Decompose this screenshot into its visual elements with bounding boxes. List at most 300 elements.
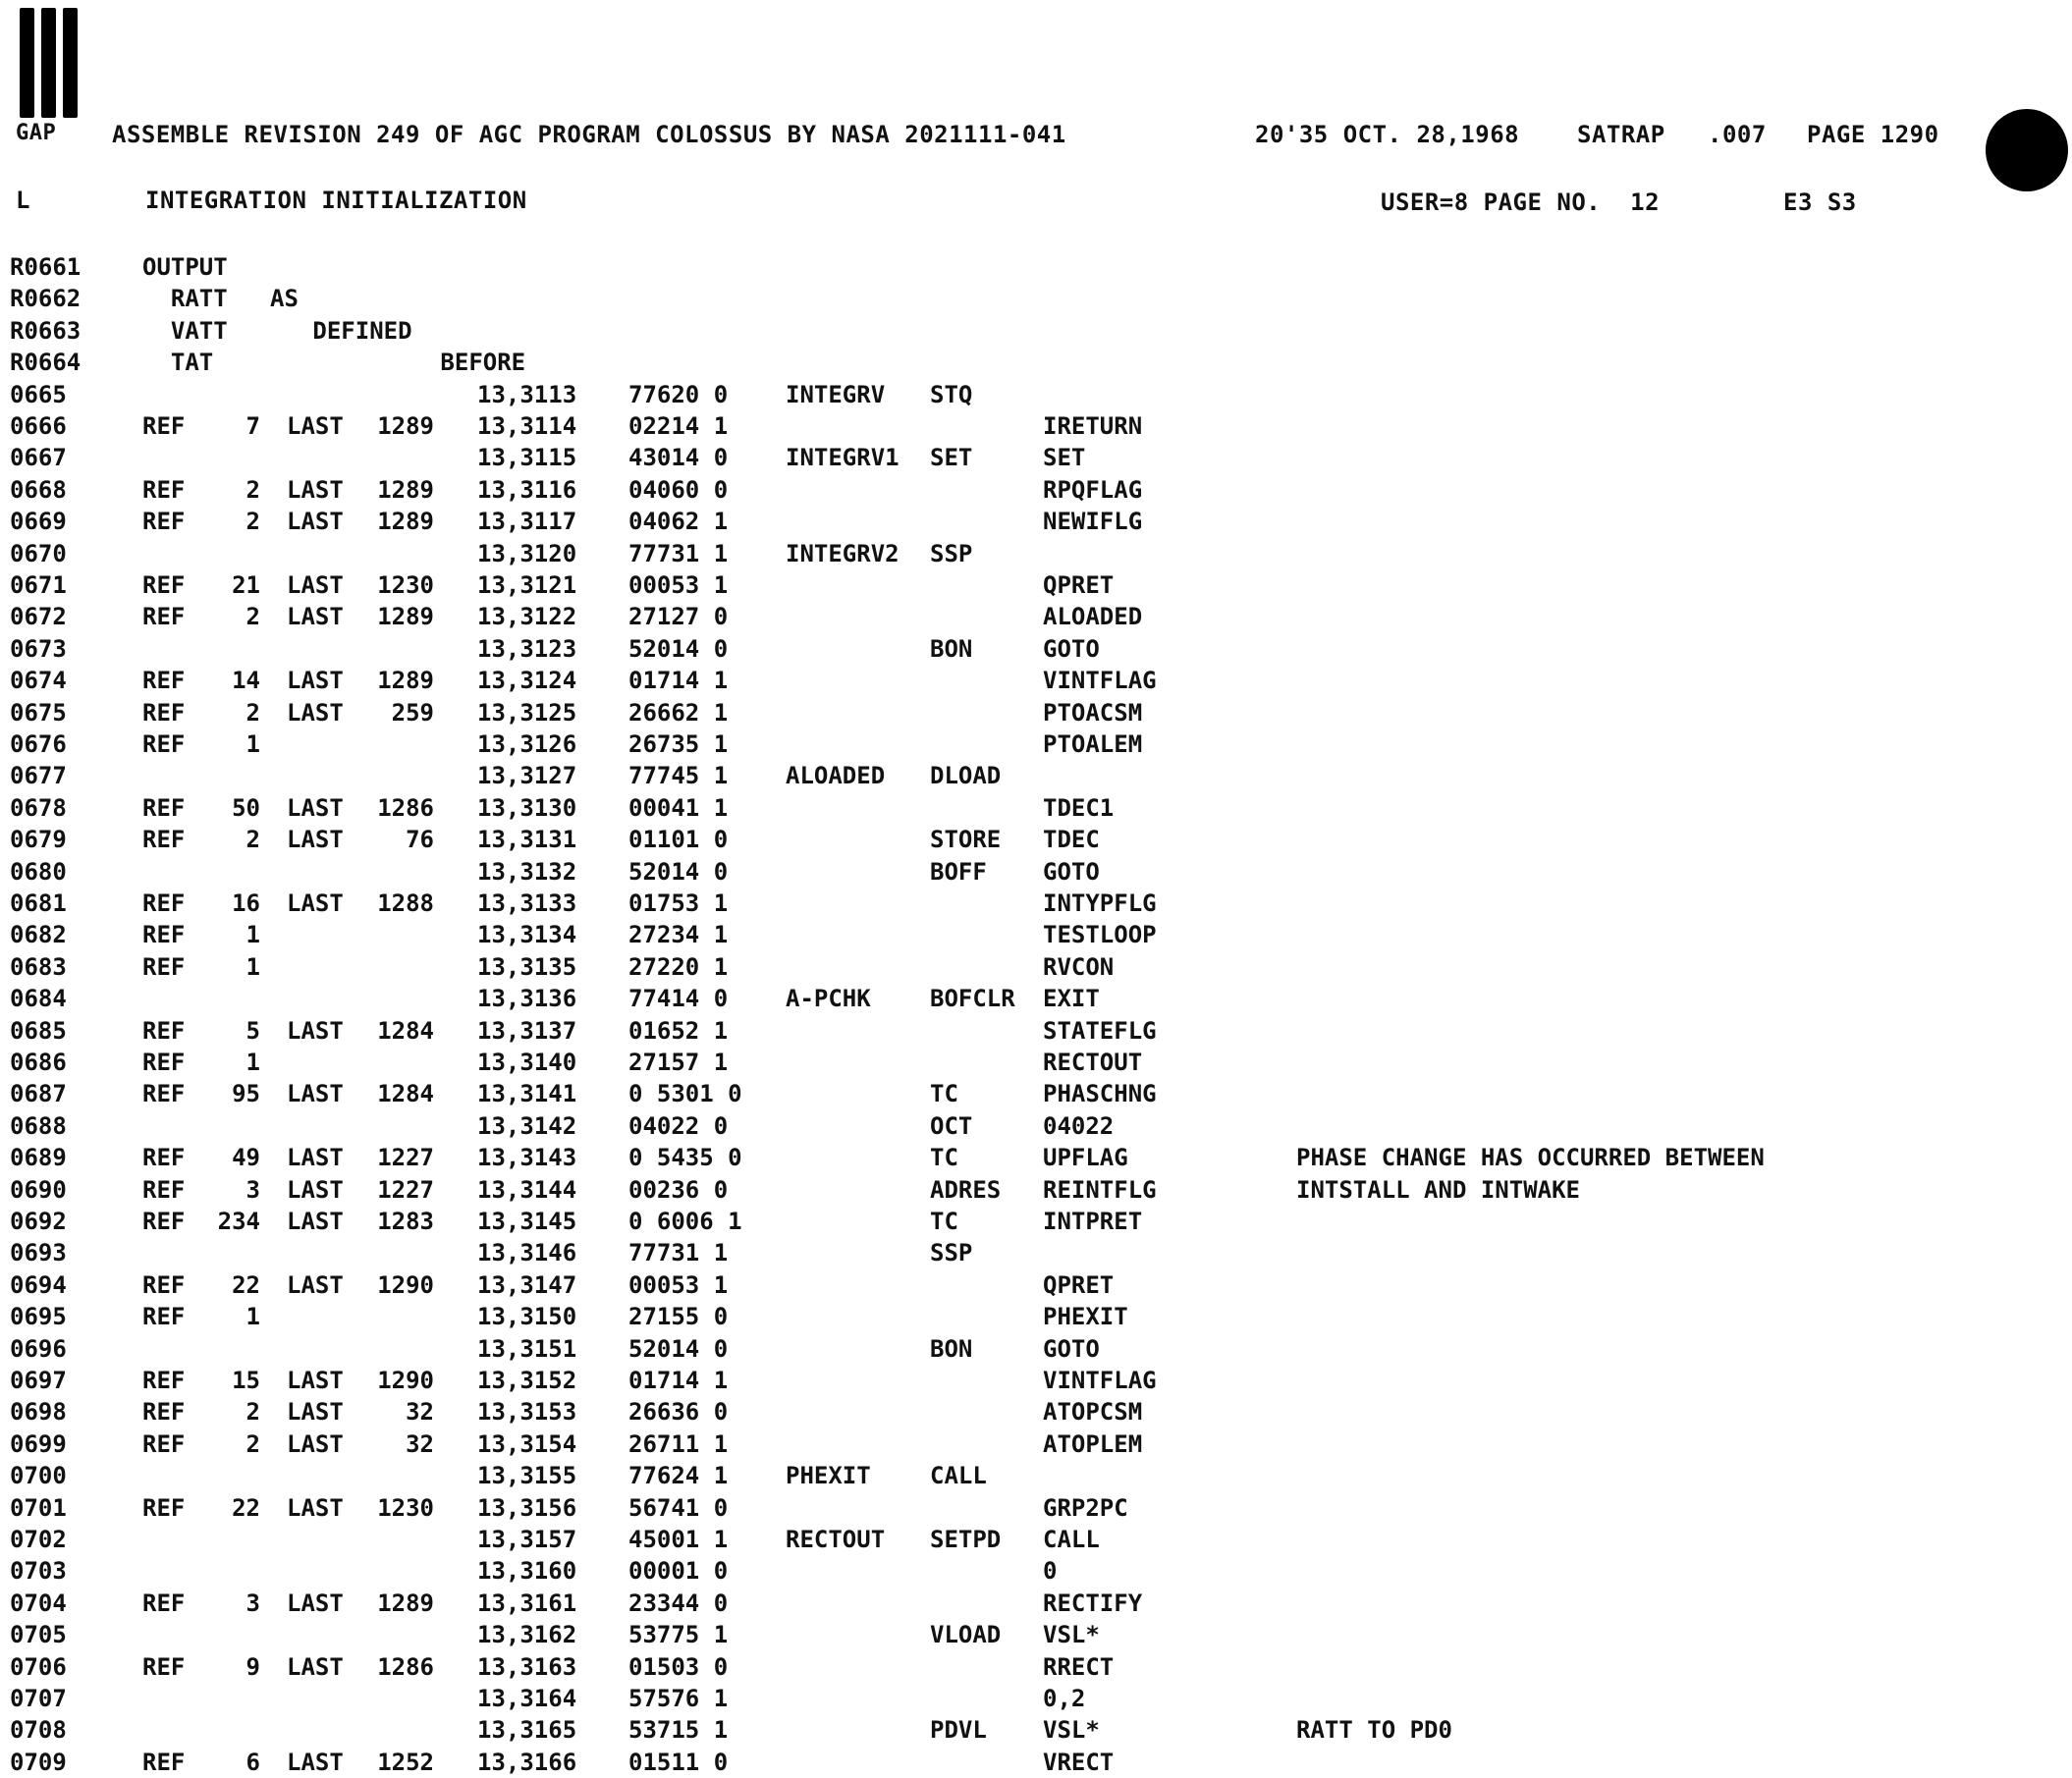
line-number: 0671: [10, 571, 67, 599]
last-value: 1289: [377, 508, 434, 536]
assembly-line: ASSEMBLE REVISION 249 OF AGC PROGRAM COLOSSUS BY NASA 2021111-041: [112, 121, 1066, 148]
listing-row: [0, 919, 2072, 950]
address: 13,3162: [477, 1621, 577, 1649]
line-number: 0688: [10, 1111, 67, 1140]
ref-label: REF: [142, 1270, 186, 1299]
octal-word: 27234 1: [628, 921, 729, 949]
listing-row: [0, 1555, 2072, 1587]
last-label: LAST: [287, 826, 344, 854]
opcode: STORE: [930, 826, 1002, 854]
ref-count: 2: [245, 826, 260, 854]
opcode: ADRES: [930, 1175, 1002, 1204]
octal-word: 45001 1: [628, 1526, 729, 1553]
symbol-label: A-PCHK: [786, 985, 871, 1013]
listing-row: [0, 728, 2072, 760]
address: 13,3165: [477, 1716, 577, 1745]
line-number: 0667: [10, 444, 67, 472]
operand: 0,2: [1043, 1685, 1086, 1712]
last-value: 1227: [377, 1175, 434, 1204]
octal-word: 01652 1: [628, 1016, 729, 1045]
last-value: 1289: [377, 1589, 434, 1617]
line-number: 0694: [10, 1270, 67, 1299]
address: 13,3164: [477, 1685, 577, 1712]
last-label: LAST: [287, 698, 344, 727]
last-label: LAST: [287, 571, 344, 599]
line-number: 0704: [10, 1589, 67, 1617]
timestamp: 20'35 OCT. 28,1968: [1255, 121, 1520, 148]
comment: RATT TO PD0: [1296, 1716, 1452, 1745]
ref-label: REF: [142, 667, 186, 695]
octal-word: 04062 1: [628, 508, 729, 536]
operand: VATT DEFINED: [142, 316, 412, 345]
ref-label: REF: [142, 1303, 186, 1331]
ref-label: REF: [142, 475, 186, 504]
listing-row: [0, 1333, 2072, 1365]
operand: PTOALEM: [1043, 730, 1143, 758]
listing-row: [0, 1206, 2072, 1237]
listing-row: [0, 1747, 2072, 1778]
last-label: LAST: [287, 1270, 344, 1299]
operand: TAT BEFORE: [142, 349, 526, 377]
octal-word: 23344 0: [628, 1589, 729, 1617]
octal-word: 01714 1: [628, 667, 729, 695]
opcode: SSP: [930, 539, 973, 567]
last-value: 1252: [377, 1748, 434, 1776]
line-number: 0702: [10, 1526, 67, 1553]
ref-count: 49: [232, 1144, 260, 1172]
operand: EXIT: [1043, 985, 1100, 1013]
address: 13,3157: [477, 1526, 577, 1553]
octal-word: 01753 1: [628, 889, 729, 917]
last-label: LAST: [287, 508, 344, 536]
address: 13,3132: [477, 857, 577, 886]
line-number: 0693: [10, 1239, 67, 1267]
ref-label: REF: [142, 730, 186, 758]
octal-word: 52014 0: [628, 1334, 729, 1363]
line-number: 0668: [10, 475, 67, 504]
ref-label: REF: [142, 412, 186, 440]
octal-word: 0 6006 1: [628, 1208, 742, 1235]
operand: ALOADED: [1043, 603, 1143, 631]
ref-label: REF: [142, 1429, 186, 1458]
ref-count: 1: [245, 952, 260, 981]
last-value: 1289: [377, 603, 434, 631]
operand: PTOACSM: [1043, 698, 1143, 727]
operand: TDEC: [1043, 826, 1100, 854]
operand: ATOPLEM: [1043, 1429, 1143, 1458]
line-number: 0683: [10, 952, 67, 981]
listing-row: [0, 760, 2072, 791]
address: 13,3115: [477, 444, 577, 472]
listing-row: [0, 1588, 2072, 1619]
address: 13,3126: [477, 730, 577, 758]
line-number: R0663: [10, 316, 82, 345]
address: 13,3127: [477, 762, 577, 790]
listing-row: [0, 633, 2072, 665]
ref-label: REF: [142, 1398, 186, 1427]
address: 13,3133: [477, 889, 577, 917]
address: 13,3154: [477, 1429, 577, 1458]
octal-word: 01714 1: [628, 1367, 729, 1394]
ref-count: 21: [232, 571, 260, 599]
ref-count: 7: [245, 412, 260, 440]
octal-word: 77624 1: [628, 1462, 729, 1490]
last-label: LAST: [287, 889, 344, 917]
octal-word: 01503 0: [628, 1652, 729, 1681]
octal-word: 26711 1: [628, 1429, 729, 1458]
address: 13,3117: [477, 508, 577, 536]
listing-row: [0, 1714, 2072, 1746]
hole-punch-dot: [1986, 109, 2068, 191]
ref-count: 1: [245, 730, 260, 758]
ref-count: 2: [245, 698, 260, 727]
ref-count: 9: [245, 1652, 260, 1681]
line-number: 0684: [10, 985, 67, 1013]
operand: INTYPFLG: [1043, 889, 1157, 917]
address: 13,3116: [477, 475, 577, 504]
listing-row: [0, 283, 2072, 314]
ref-count: 22: [232, 1493, 260, 1522]
operand: GRP2PC: [1043, 1493, 1128, 1522]
address: 13,3156: [477, 1493, 577, 1522]
line-number: 0698: [10, 1398, 67, 1427]
line-number: 0692: [10, 1208, 67, 1235]
last-value: 1284: [377, 1080, 434, 1108]
address: 13,3163: [477, 1652, 577, 1681]
operand: VRECT: [1043, 1748, 1115, 1776]
line-number: 0673: [10, 634, 67, 663]
opcode: TC: [930, 1208, 958, 1235]
octal-word: 27157 1: [628, 1049, 729, 1076]
octal-word: 26636 0: [628, 1398, 729, 1427]
line-number: 0682: [10, 921, 67, 949]
opcode: VLOAD: [930, 1621, 1002, 1649]
operand: INTPRET: [1043, 1208, 1143, 1235]
listing-row: [0, 824, 2072, 855]
last-label: LAST: [287, 1367, 344, 1394]
opcode: BOFF: [930, 857, 987, 886]
line-number: 0699: [10, 1429, 67, 1458]
address: 13,3123: [477, 634, 577, 663]
last-value: 1230: [377, 571, 434, 599]
address: 13,3145: [477, 1208, 577, 1235]
ref-label: REF: [142, 698, 186, 727]
address: 13,3125: [477, 698, 577, 727]
octal-word: 43014 0: [628, 444, 729, 472]
ref-count: 95: [232, 1080, 260, 1108]
last-value: 1284: [377, 1016, 434, 1045]
opcode: SET: [930, 444, 973, 472]
listing-row: [0, 474, 2072, 506]
line-number: 0679: [10, 826, 67, 854]
opcode: BOFCLR: [930, 985, 1015, 1013]
operand: VSL*: [1043, 1621, 1100, 1649]
operand: RRECT: [1043, 1652, 1115, 1681]
line-number: 0665: [10, 380, 67, 408]
ref-label: REF: [142, 1748, 186, 1776]
symbol-label: ALOADED: [786, 762, 886, 790]
operand: GOTO: [1043, 857, 1100, 886]
listing-row: [0, 1396, 2072, 1428]
listing-row: [0, 410, 2072, 442]
line-number: 0707: [10, 1685, 67, 1712]
octal-word: 01511 0: [628, 1748, 729, 1776]
line-number: R0664: [10, 349, 82, 377]
ref-label: REF: [142, 1493, 186, 1522]
address: 13,3121: [477, 571, 577, 599]
octal-word: 00001 0: [628, 1557, 729, 1586]
last-label: LAST: [287, 475, 344, 504]
ref-label: REF: [142, 1367, 186, 1394]
ref-count: 5: [245, 1016, 260, 1045]
address: 13,3151: [477, 1334, 577, 1363]
last-label: LAST: [287, 1748, 344, 1776]
listing-row: [0, 601, 2072, 632]
line-number: 0703: [10, 1557, 67, 1586]
address: 13,3131: [477, 826, 577, 854]
octal-word: 00053 1: [628, 571, 729, 599]
last-value: 32: [406, 1429, 434, 1458]
ref-count: 3: [245, 1589, 260, 1617]
line-number: 0675: [10, 698, 67, 727]
octal-word: 26735 1: [628, 730, 729, 758]
address: 13,3146: [477, 1239, 577, 1267]
operand: VINTFLAG: [1043, 667, 1157, 695]
ref-label: REF: [142, 508, 186, 536]
address: 13,3134: [477, 921, 577, 949]
address: 13,3113: [477, 380, 577, 408]
last-label: LAST: [287, 667, 344, 695]
ref-label: REF: [142, 603, 186, 631]
operand: PHASCHNG: [1043, 1080, 1157, 1108]
ref-label: REF: [142, 921, 186, 949]
ref-count: 14: [232, 667, 260, 695]
line-number: 0697: [10, 1367, 67, 1394]
last-label: LAST: [287, 1493, 344, 1522]
line-number: 0677: [10, 762, 67, 790]
octal-word: 04060 0: [628, 475, 729, 504]
octal-word: 00236 0: [628, 1175, 729, 1204]
ref-label: REF: [142, 889, 186, 917]
last-value: 1290: [377, 1270, 434, 1299]
listing-row: [0, 1015, 2072, 1047]
line-number: 0708: [10, 1716, 67, 1745]
operand: REINTFLG: [1043, 1175, 1157, 1204]
octal-word: 77414 0: [628, 985, 729, 1013]
opcode: STQ: [930, 380, 973, 408]
octal-word: 02214 1: [628, 412, 729, 440]
octal-word: 26662 1: [628, 698, 729, 727]
opcode: TC: [930, 1080, 958, 1108]
listing-row: [0, 569, 2072, 601]
operand: RATT AS: [142, 285, 299, 313]
ref-label: REF: [142, 1175, 186, 1204]
line-number: 0676: [10, 730, 67, 758]
last-label: LAST: [287, 1652, 344, 1681]
opcode: BON: [930, 1334, 973, 1363]
operand: RPQFLAG: [1043, 475, 1143, 504]
section-letter: L: [16, 187, 30, 214]
operand: GOTO: [1043, 634, 1100, 663]
ref-label: REF: [142, 1049, 186, 1076]
section-code: E3 S3: [1783, 189, 1857, 216]
opcode: DLOAD: [930, 762, 1002, 790]
satrap-value: .007: [1708, 121, 1767, 148]
opcode: SSP: [930, 1239, 973, 1267]
opcode: PDVL: [930, 1716, 987, 1745]
opcode: OCT: [930, 1111, 973, 1140]
symbol-label: RECTOUT: [786, 1526, 886, 1553]
last-value: 1286: [377, 793, 434, 822]
line-number: 0674: [10, 667, 67, 695]
octal-word: 27220 1: [628, 952, 729, 981]
corner-mark: GAP: [16, 121, 57, 145]
last-label: LAST: [287, 1144, 344, 1172]
line-number: R0661: [10, 253, 82, 281]
line-number: 0681: [10, 889, 67, 917]
opcode: CALL: [930, 1462, 987, 1490]
octal-word: 52014 0: [628, 634, 729, 663]
listing-row: [0, 1174, 2072, 1206]
opcode: SETPD: [930, 1526, 1002, 1553]
listing-row: [0, 792, 2072, 824]
ref-count: 2: [245, 1398, 260, 1427]
octal-word: 01101 0: [628, 826, 729, 854]
address: 13,3160: [477, 1557, 577, 1586]
address: 13,3114: [477, 412, 577, 440]
last-value: 259: [391, 698, 434, 727]
ref-label: REF: [142, 952, 186, 981]
line-number: 0687: [10, 1080, 67, 1108]
listing-row: [0, 951, 2072, 983]
listing-row: [0, 1428, 2072, 1460]
address: 13,3122: [477, 603, 577, 631]
ref-label: REF: [142, 1016, 186, 1045]
octal-word: 00041 1: [628, 793, 729, 822]
ref-count: 1: [245, 1303, 260, 1331]
listing-row: [0, 665, 2072, 696]
operand: TDEC1: [1043, 793, 1115, 822]
last-label: LAST: [287, 1429, 344, 1458]
octal-word: 00053 1: [628, 1270, 729, 1299]
operand: STATEFLG: [1043, 1016, 1157, 1045]
operand: VINTFLAG: [1043, 1367, 1157, 1394]
symbol-label: INTEGRV1: [786, 444, 900, 472]
last-value: 1289: [377, 412, 434, 440]
listing-row: [0, 1683, 2072, 1714]
last-value: 1288: [377, 889, 434, 917]
operand: SET: [1043, 444, 1086, 472]
address: 13,3124: [477, 667, 577, 695]
octal-word: 53775 1: [628, 1621, 729, 1649]
operand: GOTO: [1043, 1334, 1100, 1363]
last-value: 1289: [377, 475, 434, 504]
line-number: 0685: [10, 1016, 67, 1045]
listing-row: [0, 1365, 2072, 1396]
operand: NEWIFLG: [1043, 508, 1143, 536]
octal-word: 27155 0: [628, 1303, 729, 1331]
last-value: 1286: [377, 1652, 434, 1681]
listing-row: [0, 1651, 2072, 1683]
listing-row: [0, 315, 2072, 347]
listing-row: [0, 983, 2072, 1014]
line-number: 0700: [10, 1462, 67, 1490]
ref-label: REF: [142, 826, 186, 854]
line-number: 0705: [10, 1621, 67, 1649]
listing-row: [0, 1619, 2072, 1650]
address: 13,3136: [477, 985, 577, 1013]
last-label: LAST: [287, 793, 344, 822]
ref-count: 2: [245, 508, 260, 536]
last-label: LAST: [287, 1589, 344, 1617]
listing-row: [0, 1301, 2072, 1332]
listing-row: [0, 1524, 2072, 1555]
ref-count: 1: [245, 921, 260, 949]
line-number: 0686: [10, 1049, 67, 1076]
comment: INTSTALL AND INTWAKE: [1296, 1175, 1580, 1204]
last-label: LAST: [287, 1016, 344, 1045]
listing-row: [0, 1047, 2072, 1078]
punch-marks-graphic: [20, 8, 82, 118]
ref-count: 6: [245, 1748, 260, 1776]
ref-count: 2: [245, 475, 260, 504]
listing-row: [0, 888, 2072, 919]
line-number: 0678: [10, 793, 67, 822]
opcode: BON: [930, 634, 973, 663]
line-number: 0701: [10, 1493, 67, 1522]
address: 13,3161: [477, 1589, 577, 1617]
ref-label: REF: [142, 793, 186, 822]
listing-row: [0, 697, 2072, 728]
address: 13,3140: [477, 1049, 577, 1076]
satrap-label: SATRAP: [1577, 121, 1665, 148]
address: 13,3130: [477, 793, 577, 822]
octal-word: 27127 0: [628, 603, 729, 631]
listing-row: [0, 442, 2072, 473]
listing-row: [0, 251, 2072, 283]
listing-row: [0, 1078, 2072, 1109]
address: 13,3141: [477, 1080, 577, 1108]
operand: QPRET: [1043, 571, 1115, 599]
address: 13,3150: [477, 1303, 577, 1331]
line-number: 0672: [10, 603, 67, 631]
last-label: LAST: [287, 1208, 344, 1235]
line-number: 0690: [10, 1175, 67, 1204]
line-number: 0695: [10, 1303, 67, 1331]
octal-word: 04022 0: [628, 1111, 729, 1140]
listing-row: [0, 1142, 2072, 1173]
last-value: 1283: [377, 1208, 434, 1235]
last-value: 1227: [377, 1144, 434, 1172]
last-value: 1230: [377, 1493, 434, 1522]
ref-label: REF: [142, 1589, 186, 1617]
octal-word: 56741 0: [628, 1493, 729, 1522]
operand: RVCON: [1043, 952, 1115, 981]
line-number: 0666: [10, 412, 67, 440]
octal-word: 77745 1: [628, 762, 729, 790]
ref-count: 1: [245, 1049, 260, 1076]
ref-label: REF: [142, 1652, 186, 1681]
address: 13,3152: [477, 1367, 577, 1394]
operand: CALL: [1043, 1526, 1100, 1553]
operand: 0: [1043, 1557, 1058, 1586]
line-number: 0706: [10, 1652, 67, 1681]
address: 13,3155: [477, 1462, 577, 1490]
ref-count: 234: [217, 1208, 260, 1235]
symbol-label: INTEGRV2: [786, 539, 900, 567]
listing-row: [0, 1269, 2072, 1301]
listing-row: [0, 506, 2072, 537]
